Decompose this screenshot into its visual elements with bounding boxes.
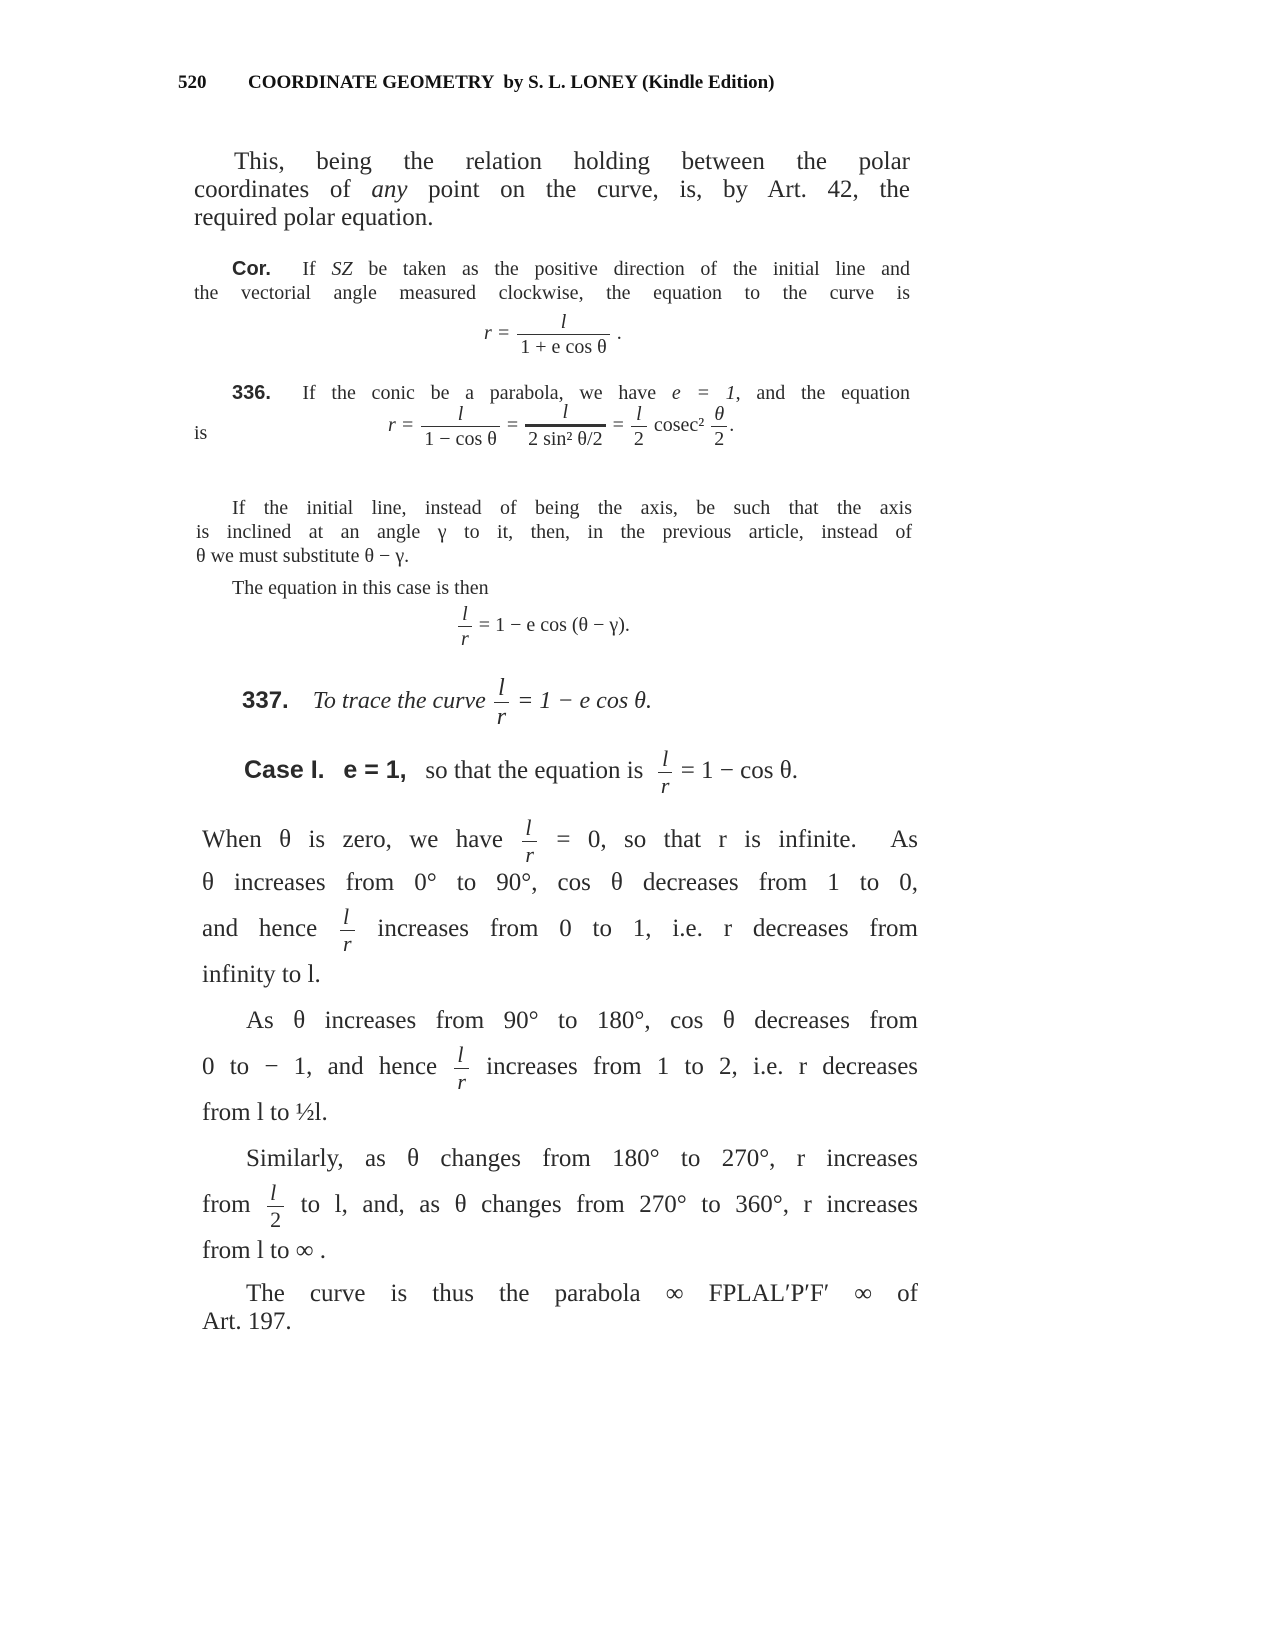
intro-paragraph — [194, 148, 910, 232]
art336-para-line-4: The equation in this case is then — [232, 577, 489, 599]
art337-heading: 337. To trace the curve $\frac{l}{r}$ = 1 − e cos θ. — [242, 675, 652, 730]
art336-paragraph — [196, 496, 912, 600]
art336-line-1: 336. If the conic be a parabola, we have e = 1, and the equation — [232, 382, 910, 404]
p3-line-3: from l to ∞ . — [202, 1237, 327, 1264]
body-text — [202, 814, 918, 1338]
art336-equation: r = $\frac{l}{\text{1 − cos θ}}$ = $\frac{l}{\text{2 sin² θ/2}}$ = $\frac{l}{2}$ cosec² $\frac{\theta}{2}$ . — [388, 401, 735, 450]
p1-line-4: infinity to l. — [202, 961, 321, 988]
cor-paragraph — [194, 257, 910, 305]
p2-line-3: from l to ½l. — [202, 1099, 328, 1126]
art336-para-line-3: θ we must substitute θ − γ. — [196, 545, 410, 567]
case1-line: Case I. e = 1, so that the equation is $\frac{l}{r}$ = 1 − cos θ. — [244, 746, 798, 798]
p4-line-1: The curve is thus the parabola ∞ FPLAL′P′F′ ∞ of — [246, 1280, 918, 1307]
p3-line-1: Similarly, as θ changes from 180° to 270°, r increases — [246, 1145, 918, 1172]
art336-para-line-2: is inclined at an angle γ to it, then, in the previous article, instead of — [196, 521, 912, 543]
page-number: 520 — [178, 72, 207, 93]
cor-equation: r = $\frac{l}{\text{1 + e cos θ}}$ . — [484, 311, 622, 358]
cor-line-2: the vectorial angle measured clockwise, the equation to the curve is — [194, 282, 910, 304]
art336-equation-2: $\frac{l}{r}$ = 1 − e cos (θ − γ). — [456, 604, 630, 649]
p4-line-2: Art. 197. — [202, 1308, 292, 1335]
intro-line-2: coordinates of any point on the curve, is, by Art. 42, the — [194, 176, 910, 203]
is-label: is — [194, 422, 208, 444]
p2-line-2: 0 to − 1, and hence $\frac{l}{r}$ increases from 1 to 2, i.e. r decreases — [202, 1042, 919, 1094]
p1-line-3: and hence $\frac{l}{r}$ increases from 0 to 1, i.e. r decreases from — [202, 904, 919, 956]
intro-line-1: This, being the relation holding between the polar — [234, 148, 910, 175]
p2-line-1: As θ increases from 90° to 180°, cos θ decreases from — [246, 1007, 918, 1034]
p3-line-2: from $\frac{l}{2}$ to l, and, as θ changes from 270° to 360°, r increases — [202, 1180, 918, 1232]
cor-line-1: Cor. If SZ be taken as the positive direction of the initial line and — [232, 258, 910, 280]
p1-line-1: When θ is zero, we have $\frac{l}{r}$ = 0, so that r is infinite. As — [202, 814, 918, 867]
art336-para-line-1: If the initial line, instead of being the axis, be such that the axis — [232, 497, 912, 519]
running-title: COORDINATE GEOMETRY by S. L. LONEY (Kindle Edition) — [248, 72, 775, 93]
intro-line-3: required polar equation. — [194, 204, 434, 231]
p1-line-2: θ increases from 0° to 90°, cos θ decreases from 1 to 0, — [202, 869, 918, 896]
